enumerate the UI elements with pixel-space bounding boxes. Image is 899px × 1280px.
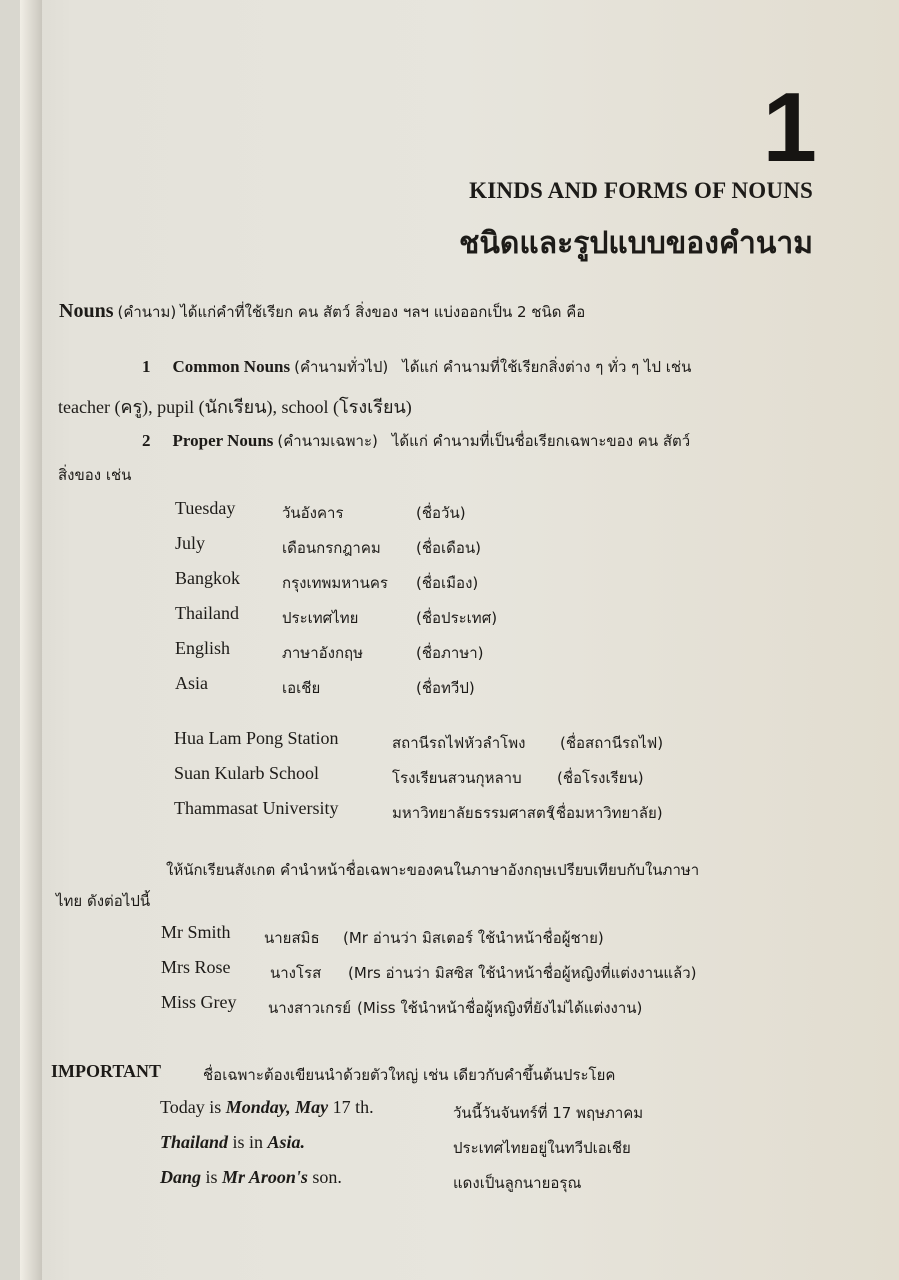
example-en: Asia [175, 673, 208, 693]
kind-1-examples: teacher (ครู), pupil (นักเรียน), school (โรงเรียน) [58, 397, 412, 417]
s1-c: 17 th. [328, 1097, 374, 1117]
intro-line [59, 300, 585, 324]
example-note: (ชื่อวัน) [416, 504, 466, 522]
s3-d: son. [307, 1167, 342, 1187]
title-note: (Mrs อ่านว่า มิสซิส ใช้นำหน้าชื่อผู้หญิงที่แต่งงานแล้ว) [348, 964, 697, 982]
important-sentence-1-th: วันนี้วันจันทร์ที่ 17 พฤษภาคม [453, 1104, 644, 1122]
important-sentence-3-th: แดงเป็นลูกนายอรุณ [453, 1174, 582, 1192]
title-note: (Miss ใช้นำหน้าชื่อผู้หญิงที่ยังไม่ได้แต่งงาน) [357, 999, 643, 1017]
title-th: นางโรส [270, 964, 322, 982]
s2-a: Thailand [160, 1132, 229, 1152]
chapter-title-th: ชนิดและรูปแบบของคำนาม [459, 227, 813, 260]
kind-2-line [142, 429, 690, 453]
example-th: วันอังคาร [282, 504, 344, 522]
observe-line-2: ไทย ดังต่อไปนี้ [56, 892, 151, 910]
page-edge [20, 0, 42, 1280]
example-th: โรงเรียนสวนกุหลาบ [392, 769, 522, 787]
example-th: กรุงเทพมหานคร [282, 574, 388, 592]
kind-2-desc: ได้แก่ คำนามที่เป็นชื่อเรียกเฉพาะของ คน สัตว์ [391, 432, 691, 450]
observe-line-1: ให้นักเรียนสังเกต คำนำหน้าชื่อเฉพาะของคนในภาษาอังกฤษเปรียบเทียบกับในภาษา [166, 861, 700, 879]
kind-1-num: 1 [142, 357, 151, 376]
example-en: Hua Lam Pong Station [174, 728, 339, 748]
title-th: นายสมิธ [264, 929, 320, 947]
s1-a: Today is [160, 1097, 226, 1117]
example-en: July [175, 533, 206, 553]
important-text: ชื่อเฉพาะต้องเขียนนำด้วยตัวใหญ่ เช่น เดียวกับคำขึ้นต้นประโยค [203, 1066, 616, 1084]
s3-a: Dang [160, 1167, 202, 1187]
example-th: ภาษาอังกฤษ [282, 644, 364, 662]
example-en: Suan Kularb School [174, 763, 319, 783]
important-sentence-2-th: ประเทศไทยอยู่ในทวีปเอเชีย [453, 1139, 631, 1157]
example-en: English [175, 638, 231, 658]
example-th: มหาวิทยาลัยธรรมศาสตร์ [392, 804, 554, 822]
title-en: Miss Grey [161, 992, 237, 1012]
s2-b: is in [228, 1132, 268, 1152]
example-note: (ชื่อภาษา) [416, 644, 484, 662]
example-note: (ชื่อโรงเรียน) [557, 769, 644, 787]
example-en: Bangkok [175, 568, 240, 588]
intro-label-th: (คำนาม) [117, 303, 177, 321]
example-en: Tuesday [175, 498, 236, 518]
title-en: Mr Smith [161, 922, 231, 942]
title-note: (Mr อ่านว่า มิสเตอร์ ใช้นำหน้าชื่อผู้ชาย) [343, 929, 604, 947]
chapter-title-en: KINDS AND FORMS OF NOUNS [469, 178, 813, 203]
example-th: เอเชีย [282, 679, 321, 697]
title-en: Mrs Rose [161, 957, 231, 977]
title-th: นางสาวเกรย์ [268, 999, 352, 1017]
intro-label: Nouns [59, 300, 114, 322]
s3-c: Mr Aroon's [222, 1167, 308, 1187]
important-label: IMPORTANT [51, 1061, 162, 1081]
book-page [20, 0, 899, 1280]
example-th: เดือนกรกฎาคม [282, 539, 381, 557]
example-th: สถานีรถไฟหัวลำโพง [392, 734, 526, 752]
s1-b: Monday, May [225, 1097, 329, 1117]
example-th: ประเทศไทย [282, 609, 359, 627]
kind-2-cont: สิ่งของ เช่น [58, 466, 132, 484]
example-note: (ชื่อทวีป) [416, 679, 475, 697]
example-note: (ชื่อประเทศ) [416, 609, 498, 627]
example-en: Thailand [175, 603, 239, 623]
kind-1-desc: ได้แก่ คำนามที่ใช้เรียกสิ่งต่าง ๆ ทั่ว ๆ ไป เช่น [402, 358, 692, 376]
s2-c: Asia. [267, 1132, 306, 1152]
chapter-number: 1 [762, 72, 817, 182]
example-note: (ชื่อมหาวิทยาลัย) [550, 804, 663, 822]
example-note: (ชื่อเมือง) [416, 574, 479, 592]
important-sentence-3 [160, 1167, 342, 1188]
example-note: (ชื่อเดือน) [416, 539, 482, 557]
example-note: (ชื่อสถานีรถไฟ) [560, 734, 664, 752]
intro-text: ได้แก่คำที่ใช้เรียก คน สัตว์ สิ่งของ ฯลฯ แบ่งออกเป็น 2 ชนิด คือ [180, 303, 586, 321]
kind-1-name-th: (คำนามทั่วไป) [294, 358, 389, 376]
important-sentence-2 [160, 1132, 305, 1153]
kind-2-name-th: (คำนามเฉพาะ) [277, 432, 378, 450]
kind-1-line [142, 355, 691, 379]
kind-1-name: Common Nouns [172, 357, 291, 376]
important-sentence-1 [160, 1097, 374, 1118]
s3-b: is [201, 1167, 223, 1187]
example-en: Thammasat University [174, 798, 339, 818]
kind-2-name: Proper Nouns [172, 431, 274, 450]
kind-2-num: 2 [142, 431, 151, 450]
